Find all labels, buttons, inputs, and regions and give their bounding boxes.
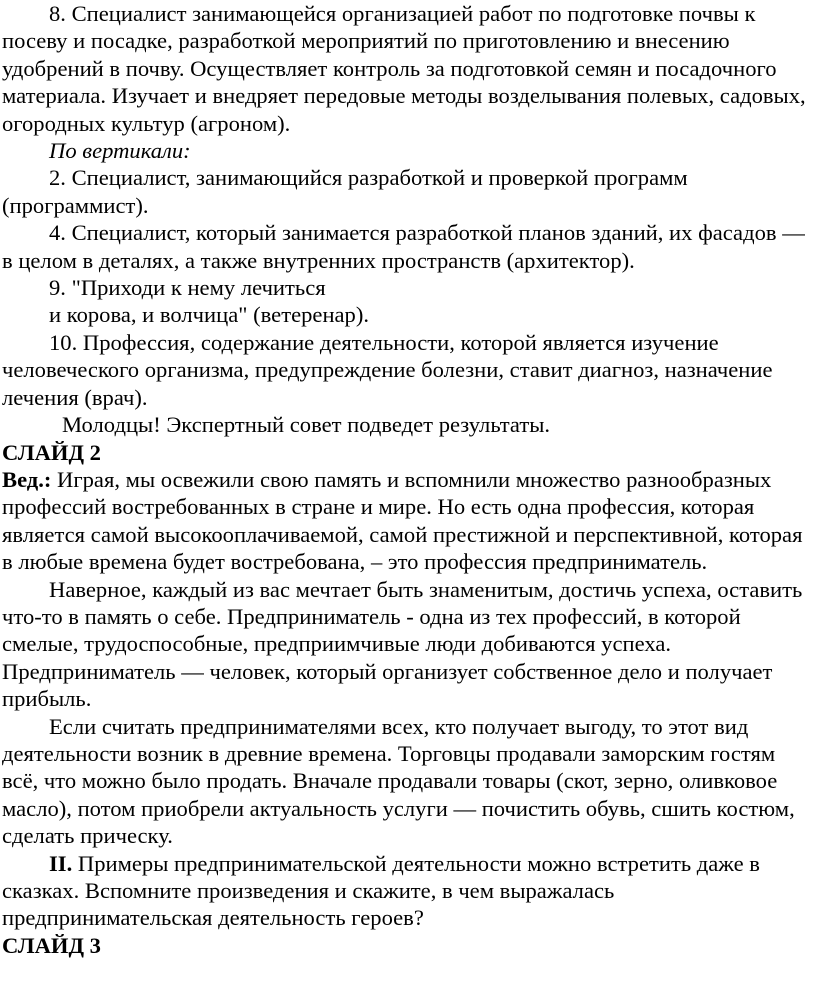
presenter-paragraph <box>2 466 814 576</box>
part-2-text: Примеры предпринимательской деятельности можно встретить даже в сказках. Вспомните произведения и скажите, в чем выражалась предпринимательская деятельность героев? <box>2 850 760 931</box>
crossword-item-8: 8. Специалист занимающейся организацией работ по подготовке почвы к посеву и посадке, разработкой мероприятий по приготовлению и внесению удобрений в почву. Осуществляет контроль за подготовкой семян и посадочного материала. Изучает и внедряет передовые методы возделывания полевых, садовых, огородных культур (агроном). <box>2 1 806 136</box>
part-2-paragraph <box>2 850 814 932</box>
praise-line: Молодцы! Экспертный совет подведет результаты. <box>62 412 551 438</box>
crossword-item-9-line-2: и корова, и волчица" (ветеренар). <box>49 302 370 328</box>
presenter-text: Играя, мы освежили свою память и вспомнили множество разнообразных профессий востребованных в стране и мире. Но есть одна профессия, которая является самой высокооплачиваемой, самой престижной и перспективной, которая в любые времена будет востребована, – это профессия предприниматель. <box>2 466 803 575</box>
slide-3-heading: СЛАЙД 3 <box>2 932 101 958</box>
part-2-label: II. <box>49 850 73 876</box>
paragraph-famous: Наверное, каждый из вас мечтает быть знаменитым, достичь успеха, оставить что-то в память о себе. Предприниматель - одна из тех профессий, в которой смелые, трудоспособные, предприимчивые люди добиваются успеха. Предприниматель — человек, который организует собственное дело и получает прибыль. <box>2 576 803 712</box>
crossword-item-9 <box>2 274 814 329</box>
crossword-item-9-line-1: 9. "Приходи к нему лечиться <box>49 275 326 301</box>
crossword-item-4: 4. Специалист, который занимается разработкой планов зданий, их фасадов — в целом в деталях, а также внутренних пространств (архитектор). <box>2 220 805 273</box>
slide-2-heading: СЛАЙД 2 <box>2 439 101 465</box>
presenter-label: Вед.: <box>2 466 52 492</box>
vertical-label: По вертикали: <box>49 138 191 164</box>
crossword-item-10: 10. Профессия, содержание деятельности, которой является изучение человеческого организма, предупреждение болезни, ставит диагноз, назначение лечения (врач). <box>2 329 773 410</box>
crossword-item-2: 2. Специалист, занимающийся разработкой и проверкой программ (программист). <box>2 165 688 218</box>
paragraph-ancient: Если считать предпринимателями всех, кто получает выгоду, то этот вид деятельности возник в древние времена. Торговцы продавали заморским гостям всё, что можно было продать. Вначале продавали товары (скот, зерно, оливковое масло), потом приобрели актуальность услуги — почистить обувь, сшить костюм, сделать прическу. <box>2 713 795 849</box>
